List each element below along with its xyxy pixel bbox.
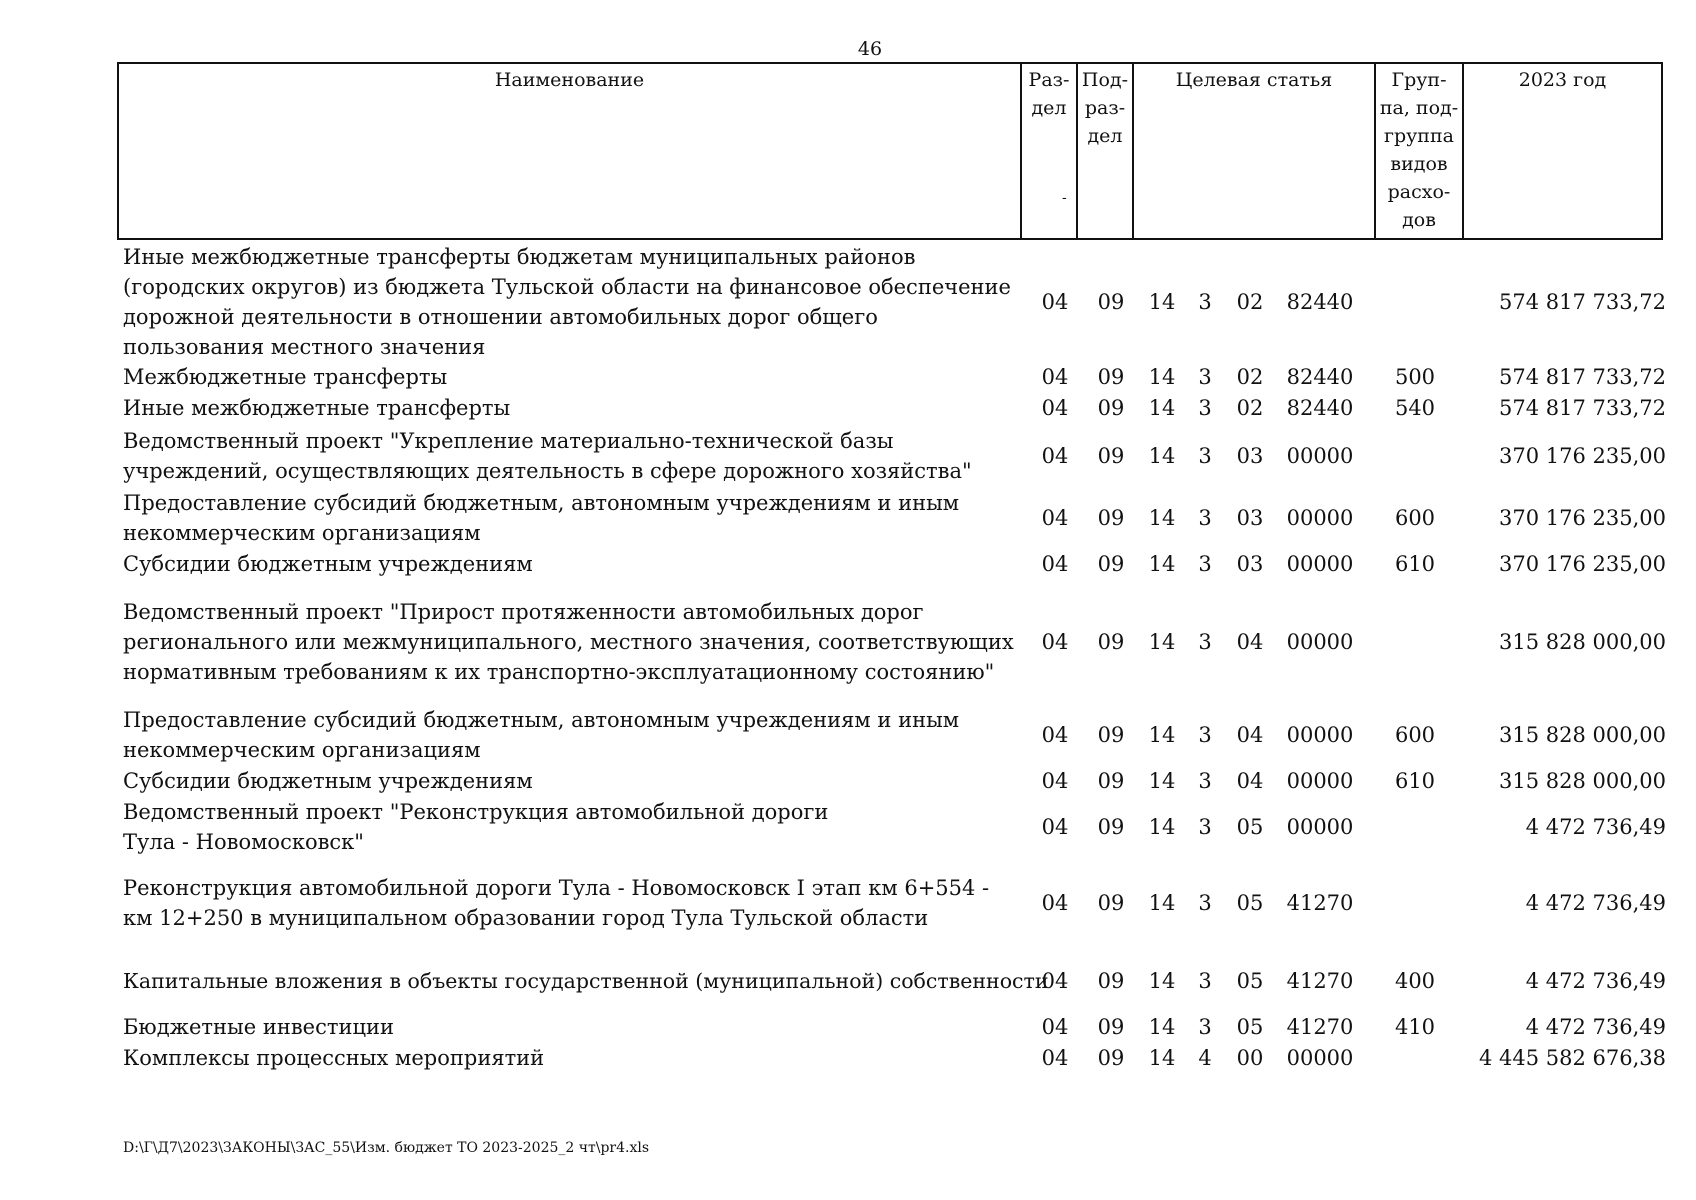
header-name-label: Наименование (494, 69, 645, 91)
header-group-line: расхо- (1387, 181, 1451, 203)
row-target-3: 04 (1236, 630, 1264, 654)
row-target-1: 14 (1148, 969, 1176, 993)
header-podrazdel-line: раз- (1084, 97, 1126, 119)
row-target-4: 00000 (1286, 630, 1354, 654)
row-razdel: 04 (1041, 290, 1069, 314)
row-target-1: 14 (1148, 506, 1176, 530)
header-group (1376, 64, 1464, 238)
row-razdel: 04 (1041, 769, 1069, 793)
row-name: Ведомственный проект "Прирост протяженности автомобильных дорог регионального или межмуниципального, местного значения, соответствующих нормативным требованиям к их транспортно-эксплуатационному состоянию" (123, 600, 1014, 684)
row-podrazdel: 09 (1097, 396, 1125, 420)
table-row (0, 1012, 1696, 1042)
row-amount: 370 176 235,00 (1499, 444, 1666, 468)
header-group-line: па, под- (1379, 97, 1459, 119)
row-target-4: 00000 (1286, 506, 1354, 530)
row-group: 610 (1394, 769, 1436, 793)
row-podrazdel: 09 (1097, 1046, 1125, 1070)
row-target-1: 14 (1148, 552, 1176, 576)
row-name: Ведомственный проект "Реконструкция автомобильной дороги Тула - Новомосковск" (123, 800, 829, 854)
row-amount: 574 817 733,72 (1499, 396, 1666, 420)
row-name: Субсидии бюджетным учреждениям (123, 552, 533, 576)
page-number: 46 (857, 38, 883, 60)
row-razdel: 04 (1041, 815, 1069, 839)
row-razdel: 04 (1041, 552, 1069, 576)
row-target-1: 14 (1148, 1046, 1176, 1070)
header-podrazdel (1078, 64, 1134, 238)
row-target-2: 3 (1198, 630, 1212, 654)
header-group-line: видов (1390, 153, 1448, 175)
row-amount: 370 176 235,00 (1499, 506, 1666, 530)
row-target-4: 00000 (1286, 723, 1354, 747)
table-row (0, 796, 1696, 858)
table-row (0, 596, 1696, 688)
row-target-2: 3 (1198, 290, 1212, 314)
header-name (119, 64, 1022, 238)
header-podrazdel-line: Под- (1081, 69, 1129, 91)
row-target-4: 00000 (1286, 444, 1354, 468)
row-amount: 315 828 000,00 (1499, 769, 1666, 793)
row-target-2: 3 (1198, 444, 1212, 468)
row-group: 500 (1394, 365, 1436, 389)
row-razdel: 04 (1041, 969, 1069, 993)
row-group: 610 (1394, 552, 1436, 576)
row-podrazdel: 09 (1097, 552, 1125, 576)
header-razdel-line: Раз- (1028, 69, 1070, 91)
row-name: Межбюджетные трансферты (123, 365, 448, 389)
row-group: 540 (1394, 396, 1436, 420)
row-amount: 574 817 733,72 (1499, 290, 1666, 314)
row-target-3: 05 (1236, 969, 1264, 993)
row-name: Бюджетные инвестиции (123, 1015, 394, 1039)
table-row (0, 549, 1696, 579)
row-target-3: 05 (1236, 891, 1264, 915)
row-target-3: 04 (1236, 769, 1264, 793)
row-target-2: 4 (1198, 1046, 1212, 1070)
row-name: Комплексы процессных мероприятий (123, 1046, 545, 1070)
row-podrazdel: 09 (1097, 723, 1125, 747)
row-podrazdel: 09 (1097, 769, 1125, 793)
header-year (1464, 64, 1661, 238)
row-name: Субсидии бюджетным учреждениям (123, 769, 533, 793)
row-target-1: 14 (1148, 723, 1176, 747)
row-target-4: 00000 (1286, 1046, 1354, 1070)
row-name: Иные межбюджетные трансферты бюджетам муниципальных районов (городских округов) из бюджета Тульской области на финансовое обеспечение дорожной деятельности в отношении автомобильных дорог общего пользования местного значения (123, 245, 1011, 359)
row-target-1: 14 (1148, 396, 1176, 420)
row-target-4: 82440 (1286, 290, 1354, 314)
row-target-3: 05 (1236, 815, 1264, 839)
header-target-label: Целевая статья (1175, 69, 1333, 91)
row-group: 400 (1394, 969, 1436, 993)
row-target-2: 3 (1198, 891, 1212, 915)
row-target-4: 41270 (1286, 969, 1354, 993)
row-target-2: 3 (1198, 723, 1212, 747)
row-amount: 315 828 000,00 (1499, 723, 1666, 747)
row-podrazdel: 09 (1097, 815, 1125, 839)
row-target-4: 82440 (1286, 365, 1354, 389)
row-group: 600 (1394, 506, 1436, 530)
row-podrazdel: 09 (1097, 891, 1125, 915)
row-target-1: 14 (1148, 815, 1176, 839)
row-razdel: 04 (1041, 1046, 1069, 1070)
row-amount: 4 472 736,49 (1525, 891, 1666, 915)
row-target-3: 02 (1236, 290, 1264, 314)
row-target-4: 00000 (1286, 552, 1354, 576)
row-razdel: 04 (1041, 891, 1069, 915)
header-year-label: 2023 год (1518, 69, 1607, 91)
row-target-2: 3 (1198, 365, 1212, 389)
row-target-3: 03 (1236, 506, 1264, 530)
row-target-1: 14 (1148, 290, 1176, 314)
row-name: Предоставление субсидий бюджетным, автономным учреждениям и иным некоммерческим организациям (123, 491, 960, 545)
row-target-2: 3 (1198, 552, 1212, 576)
table-row (0, 1043, 1696, 1073)
row-amount: 574 817 733,72 (1499, 365, 1666, 389)
row-podrazdel: 09 (1097, 630, 1125, 654)
row-razdel: 04 (1041, 1015, 1069, 1039)
table-row (0, 362, 1696, 392)
row-target-4: 82440 (1286, 396, 1354, 420)
row-amount: 4 445 582 676,38 (1478, 1046, 1666, 1070)
row-podrazdel: 09 (1097, 290, 1125, 314)
header-target (1134, 64, 1376, 238)
table-row (0, 766, 1696, 796)
footer-file-path: D:\Г\Д7\2023\ЗАКОНЫ\ЗАС_55\Изм. бюджет ТО 2023-2025_2 чт\pr4.xls (123, 1140, 650, 1156)
row-target-1: 14 (1148, 1015, 1176, 1039)
row-target-1: 14 (1148, 365, 1176, 389)
row-target-4: 41270 (1286, 1015, 1354, 1039)
header-podrazdel-line: дел (1087, 125, 1123, 147)
row-amount: 4 472 736,49 (1525, 815, 1666, 839)
row-group: 410 (1394, 1015, 1436, 1039)
row-target-1: 14 (1148, 891, 1176, 915)
row-podrazdel: 09 (1097, 444, 1125, 468)
header-group-line: дов (1402, 209, 1436, 231)
row-target-2: 3 (1198, 815, 1212, 839)
row-podrazdel: 09 (1097, 506, 1125, 530)
row-target-4: 41270 (1286, 891, 1354, 915)
row-target-2: 3 (1198, 769, 1212, 793)
row-razdel: 04 (1041, 365, 1069, 389)
row-podrazdel: 09 (1097, 365, 1125, 389)
header-razdel-line: дел (1031, 97, 1067, 119)
row-razdel: 04 (1041, 723, 1069, 747)
row-name: Предоставление субсидий бюджетным, автономным учреждениям и иным некоммерческим организациям (123, 708, 960, 762)
row-target-2: 3 (1198, 396, 1212, 420)
table-row (0, 704, 1696, 766)
row-group: 600 (1394, 723, 1436, 747)
row-target-3: 02 (1236, 365, 1264, 389)
table-row (0, 966, 1696, 996)
row-razdel: 04 (1041, 444, 1069, 468)
row-amount: 4 472 736,49 (1525, 969, 1666, 993)
row-target-4: 00000 (1286, 815, 1354, 839)
row-target-1: 14 (1148, 444, 1176, 468)
row-target-4: 00000 (1286, 769, 1354, 793)
row-target-3: 03 (1236, 444, 1264, 468)
row-target-3: 02 (1236, 396, 1264, 420)
header-group-line: группа (1384, 125, 1454, 147)
row-name: Реконструкция автомобильной дороги Тула - Новомосковск I этап км 6+554 - км 12+250 в муниципальном образовании город Тула Тульской области (123, 876, 990, 930)
row-target-1: 14 (1148, 769, 1176, 793)
header-razdel (1022, 64, 1078, 238)
row-target-3: 00 (1236, 1046, 1264, 1070)
row-target-3: 05 (1236, 1015, 1264, 1039)
row-name: Ведомственный проект "Укрепление материально-технической базы учреждений, осуществляющих деятельность в сфере дорожного хозяйства" (123, 429, 972, 483)
row-target-3: 04 (1236, 723, 1264, 747)
table-row (0, 425, 1696, 487)
table-row (0, 487, 1696, 549)
row-amount: 370 176 235,00 (1499, 552, 1666, 576)
row-razdel: 04 (1041, 630, 1069, 654)
row-razdel: 04 (1041, 396, 1069, 420)
row-amount: 4 472 736,49 (1525, 1015, 1666, 1039)
table-header (117, 62, 1663, 240)
row-target-2: 3 (1198, 1015, 1212, 1039)
row-name: Капитальные вложения в объекты государственной (муниципальной) собственности (123, 969, 1049, 993)
table-row (0, 393, 1696, 423)
header-group-line: Груп- (1391, 69, 1447, 91)
row-target-1: 14 (1148, 630, 1176, 654)
header-mark: - (1062, 190, 1067, 206)
row-podrazdel: 09 (1097, 1015, 1125, 1039)
row-target-2: 3 (1198, 506, 1212, 530)
row-target-3: 03 (1236, 552, 1264, 576)
table-row (0, 872, 1696, 934)
row-podrazdel: 09 (1097, 969, 1125, 993)
row-razdel: 04 (1041, 506, 1069, 530)
row-amount: 315 828 000,00 (1499, 630, 1666, 654)
table-row (0, 244, 1696, 360)
row-name: Иные межбюджетные трансферты (123, 396, 511, 420)
row-target-2: 3 (1198, 969, 1212, 993)
